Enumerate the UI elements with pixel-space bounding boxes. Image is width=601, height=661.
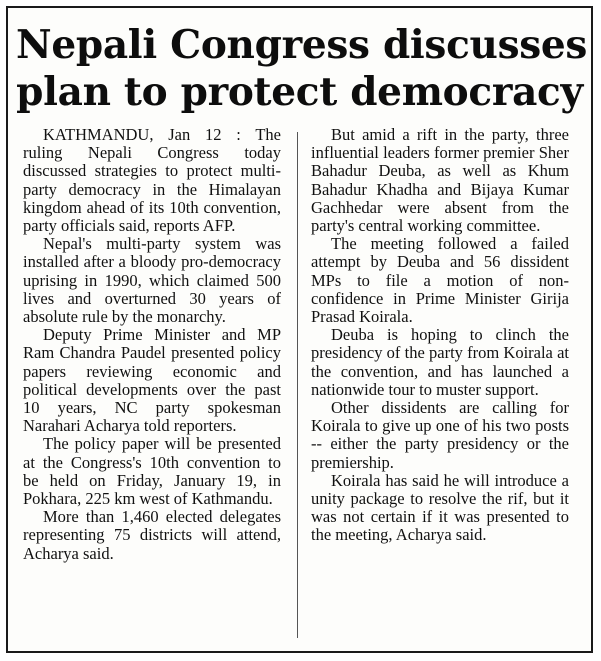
column-divider — [297, 132, 298, 638]
article-body — [8, 126, 591, 646]
paragraph: KATHMANDU, Jan 12 : The ruling Nepali Congress today discussed strategies to protect multi-party democracy in the Himalayan kingdom ahead of its 10th convention, party officials said, reports AFP. — [23, 125, 281, 236]
paragraph: Nepal's multi-party system was installed after a bloody pro-democracy uprising in 1990, which claimed 500 lives and overturned 30 years of absolute rule by the monarchy. — [23, 234, 281, 327]
paragraph: Koirala has said he will introduce a unity package to resolve the rif, but it was not certain if it was presented to the meeting, Acharya said. — [311, 470, 569, 545]
paragraph: But amid a rift in the party, three influential leaders former premier Sher Bahadur Deuba, as well as Khum Bahadur Khadha and Bijaya Kumar Gachhedar were absent from the party's central working committee. — [311, 125, 569, 236]
paragraph: The policy paper will be presented at the Congress's 10th convention to be held on Friday, January 19, in Pokhara, 225 km west of Kathmandu. — [23, 434, 281, 509]
newspaper-clipping — [6, 6, 593, 653]
headline — [8, 8, 591, 116]
paragraph: Deputy Prime Minister and MP Ram Chandra Paudel presented policy papers reviewing economic and political developments over the past 10 years, NC party spokesman Narahari Acharya told reporters. — [23, 325, 281, 436]
left-column — [23, 126, 281, 563]
right-column — [311, 126, 569, 545]
paragraph: Deuba is hoping to clinch the presidency of the party from Koirala at the convention, and has launched a nationwide tour to muster support. — [311, 325, 569, 399]
paragraph: The meeting followed a failed attempt by Deuba and 56 dissident MPs to file a motion of non-confidence in Prime Minister Girija Prasad Koirala. — [311, 234, 569, 327]
headline-line-2: plan to protect democracy — [16, 69, 583, 115]
paragraph: Other dissidents are calling for Koirala to give up one of his two posts -- either the party presidency or the premiership. — [311, 398, 569, 472]
paragraph: More than 1,460 elected delegates representing 75 districts will attend, Acharya said. — [23, 507, 281, 563]
headline-line-1: Nepali Congress discusses — [16, 22, 588, 68]
